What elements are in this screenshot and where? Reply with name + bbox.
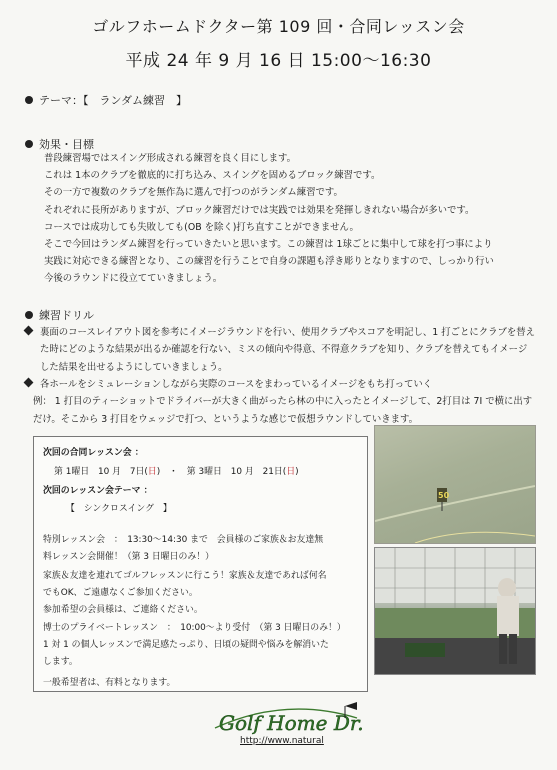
turf-photo-art: [375, 426, 535, 543]
effects-line: その一方で複数のクラブを無作為に選んで打つのがランダム練習です。: [44, 187, 343, 199]
family-line: 参加希望の会員様は、ご連絡ください。: [43, 605, 203, 615]
diamond-bullet-icon: [24, 378, 34, 388]
effects-line: 今後のラウンドに役立てていきましょう。: [44, 273, 223, 285]
bullet-icon: [25, 96, 33, 104]
indoor-range-photo: [374, 547, 536, 675]
logo-mark: [205, 700, 365, 758]
effects-line: 普段練習場ではスイング形成される練習を良く目にします。: [44, 153, 297, 164]
website-link[interactable]: http://www.natural: [240, 736, 324, 746]
general-fee-line: 一般希望者は、有料となります。: [43, 678, 176, 688]
special-lesson-line: 特別レッスン会 ： 13:30〜14:30 まで 会員様のご家族＆お友達無: [43, 535, 324, 545]
drill-line: だけ。そこから 3 打目をウェッジで打つ、というような感じで仮想ラウンドしていきます。: [33, 413, 419, 425]
drill-line: た時にどのような結果が出るか確認を行ない、ミスの傾向や得意、不得意クラブを知り、クラブを替えてもイメージ: [40, 344, 528, 356]
next-theme-value: 【 シンクロスイング 】: [66, 504, 172, 514]
bullet-icon: [25, 140, 33, 148]
effects-line: これは 1本のクラブを徹底的に打ち込み、スイングを固めるブロック練習です。: [44, 170, 381, 182]
diamond-bullet-icon: [24, 326, 34, 336]
drill-line: 各ホールをシミュレーションしながら実際のコースをまわっているイメージをもち打っていく: [40, 379, 433, 390]
drill-line: 例： 1 打目のティーショットでドライバーが大きく曲がったら林の中に入ったとイメージして、2打目は 7I で横に出す: [33, 396, 533, 408]
next-lesson-heading: 次回の合同レッスン会 ：: [43, 448, 144, 458]
golf-home-dr-logo: [205, 700, 365, 758]
range-photo-art: [375, 548, 535, 674]
family-line: 家族＆友達を連れてゴルフレッスンに行こう！家族＆友達であれば何名: [43, 571, 327, 581]
private-lesson-line: します。: [43, 657, 78, 667]
effects-body: [44, 150, 549, 288]
effects-line: 実践に対応できる練習となり、この練習を行うことで自身の課題も浮き彫りとなりますので、しっかり行い: [44, 256, 494, 268]
drill-line: した結果を出せるようにしていきましょう。: [40, 361, 228, 373]
effects-line: そこで今回はランダム練習を行っていきたいと思います。この練習は 1球ごとに集中して球を打つ事により: [44, 239, 493, 251]
effects-line: それぞれに長所がありますが、ブロック練習だけでは実践では効果を発揮しきれない場合が多いです。: [44, 204, 475, 216]
private-lesson-line: 博士のプライベートレッスン ： 10:00〜より受付 （第 3 日曜日のみ！）: [43, 623, 346, 633]
drill-heading-text: 練習ドリル: [39, 309, 94, 322]
special-lesson-line: 料レッスン会開催！（第 3 日曜日のみ！）: [43, 552, 214, 562]
event-date: 平成 24 年 9 月 16 日 15:00〜16:30: [125, 51, 432, 71]
distance-marker: 50: [438, 491, 450, 500]
day-sunday-1: 日: [147, 467, 157, 477]
drill-heading: [25, 307, 94, 323]
drill-line: 裏面のコースレイアウト図を参考にイメージラウンドを行い、使用クラブやスコアを明記し、1 打ごとにクラブを替え: [40, 327, 535, 338]
effects-heading-text: 効果・目標: [39, 138, 94, 151]
next-lesson-box: [33, 436, 368, 692]
bullet-icon: [25, 311, 33, 319]
theme-label: テーマ：【 ランダム練習 】: [39, 94, 188, 107]
next-lesson-dates: 第 1曜日 10 月 7日(日) ・ 第 3曜日 10 月 21日(日): [54, 467, 299, 477]
drill-item-1: [25, 324, 545, 376]
svg-text:Golf Home Dr.: Golf Home Dr.: [219, 711, 364, 735]
drill-item-2: [25, 376, 545, 428]
private-lesson-line: 1 対 1 の個人レッスンで満足感たっぷり、日頃の疑問や悩みを解消いた: [43, 640, 329, 650]
family-line: でもOK、ご遠慮なくご参加ください。: [43, 588, 198, 598]
document-title: ゴルフホームドクター第 109 回・合同レッスン会: [92, 17, 465, 36]
theme-line: [25, 92, 187, 108]
effects-line: コースでは成功しても失敗しても(OB を除く)打ち直すことができません。: [44, 221, 359, 233]
driving-range-turf-photo: [374, 425, 536, 544]
day-sunday-2: 日: [286, 467, 296, 477]
next-theme-heading: 次回のレッスン会テーマ ：: [43, 486, 153, 496]
